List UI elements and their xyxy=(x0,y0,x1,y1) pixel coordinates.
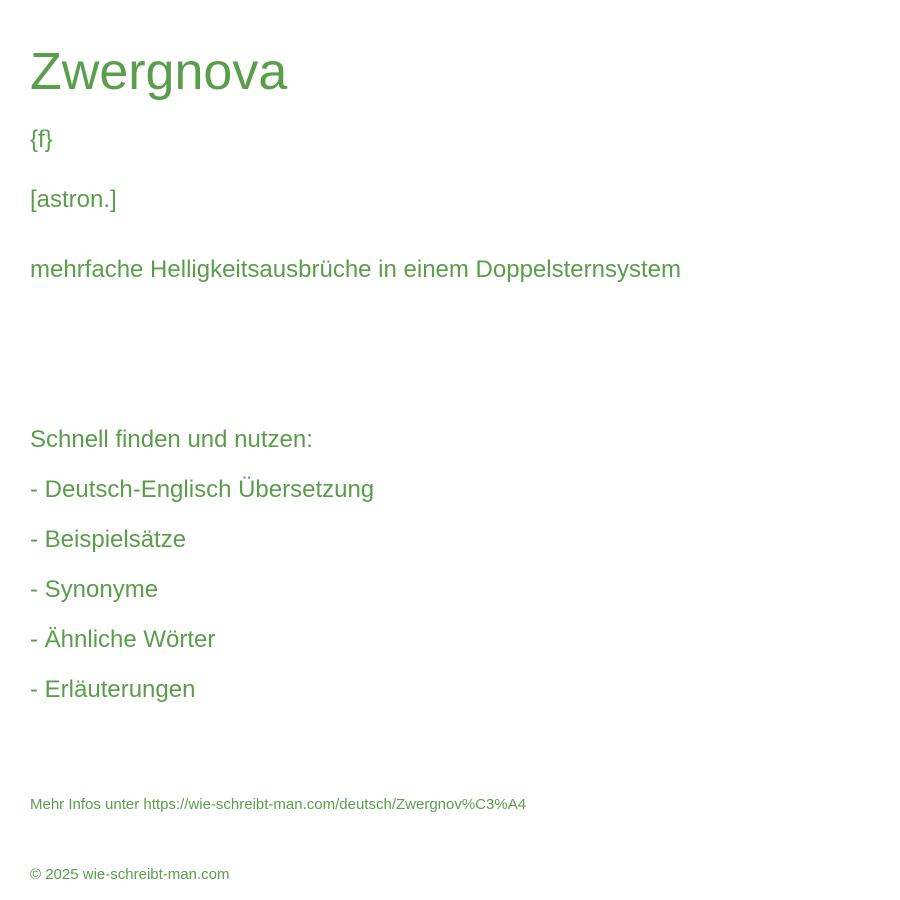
definition-text: mehrfache Helligkeitsausbrüche in einem Doppelsternsystem xyxy=(30,256,681,283)
quick-link-translation: - Deutsch-Englisch Übersetzung xyxy=(30,476,375,503)
quick-link-explanations: - Erläuterungen xyxy=(30,676,196,703)
domain-label: [astron.] xyxy=(30,186,117,213)
quick-link-similar-words: - Ähnliche Wörter xyxy=(30,626,216,653)
quick-links-heading: Schnell finden und nutzen: xyxy=(30,426,313,453)
page-title: Zwergnova xyxy=(30,43,288,101)
quick-link-examples: - Beispielsätze xyxy=(30,526,187,553)
more-info-link[interactable]: Mehr Infos unter https://wie-schreibt-man.com/deutsch/Zwergnov%C3%A4 xyxy=(30,796,527,813)
gender-label: {f} xyxy=(30,126,53,153)
quick-link-synonyms: - Synonyme xyxy=(30,576,159,603)
copyright-notice: © 2025 wie-schreibt-man.com xyxy=(30,866,230,883)
